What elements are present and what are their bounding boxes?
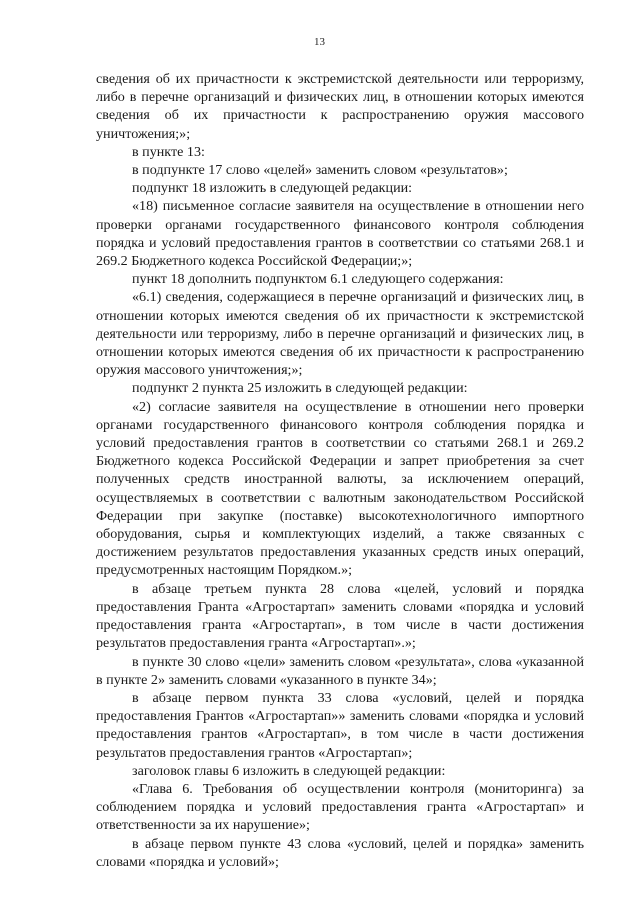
paragraph-continuation: сведения об их причастности к экстремистской деятельности или терроризму, либо в перечне организаций и физических лиц, в отношении которых имеются сведения об их причастности к распространению оружия массового уничтожения;»;: [96, 71, 584, 142]
paragraph: «Глава 6. Требования об осуществлении контроля (мониторинга) за соблюдением порядка и условий предоставления гранта «Агростартап» и ответственности за их нарушение»;: [96, 780, 584, 834]
document-body: [96, 70, 584, 871]
paragraph: в подпункте 17 слово «целей» заменить словом «результатов»;: [132, 162, 508, 179]
paragraph: «18) письменное согласие заявителя на осуществление в отношении него проверки органами государственного финансового контроля соблюдения порядка и условий предоставления грантов в соответствии со статьями 268.1 и 269.2 Бюджетного кодекса Российской Федерации;»;: [96, 198, 584, 270]
paragraph: в абзаце третьем пункта 28 слова «целей, условий и порядка предоставления Гранта «Агростартап» заменить словами «порядка и условий предоставления гранта «Агростартап», в том числе в части достижения результатов предоставления гранта «Агростартап».»;: [96, 580, 584, 652]
paragraph: подпункт 18 изложить в следующей редакции:: [132, 180, 413, 197]
paragraph: подпункт 2 пункта 25 изложить в следующей редакции:: [132, 380, 468, 397]
paragraph: «2) согласие заявителя на осуществление в отношении него проверки органами государственного финансового контроля соблюдения порядка и условий предоставления грантов в соответствии со статьями 268.1 и 269.2 Бюджетного кодекса Российской Федерации и запрет приобретения за счет полученных средств иностранной валюты, за исключением операций, осуществляемых в соответствии с валютным законодательством Российской Федерации при закупке (поставке) высокотехнологичного импортного оборудования, сырья и комплектующих изделий, а также связанных с достижением результатов предоставления указанных средств иных операций, предусмотренных настоящим Порядком.»;: [96, 398, 584, 579]
paragraph: в абзаце первом пункта 33 слова «условий, целей и порядка предоставления Грантов «Агростартап»» заменить словами «порядка и условий предоставления грантов «Агростартап», в том числе в части достижения результатов предоставления грантов «Агростартап»;: [96, 689, 584, 761]
paragraph: в пункте 13:: [132, 143, 205, 160]
paragraph: заголовок главы 6 изложить в следующей редакции:: [132, 762, 446, 779]
page-number: 13: [314, 36, 325, 48]
paragraph: в абзаце первом пункте 43 слова «условий, целей и порядка» заменить словами «порядка и условий»;: [96, 835, 584, 870]
paragraph: пункт 18 дополнить подпунктом 6.1 следующего содержания:: [132, 271, 504, 288]
paragraph: «6.1) сведения, содержащиеся в перечне организаций и физических лиц, в отношении которых имеются сведения об их причастности к экстремистской деятельности или терроризму, либо в перечне организаций и физических лиц, в отношении которых имеются сведения об их причастности к распространению оружия массового уничтожения;»;: [96, 289, 584, 379]
paragraph: в пункте 30 слово «цели» заменить словом «результата», слова «указанной в пункте 2» заменить словами «указанного в пункте 34»;: [96, 653, 584, 688]
